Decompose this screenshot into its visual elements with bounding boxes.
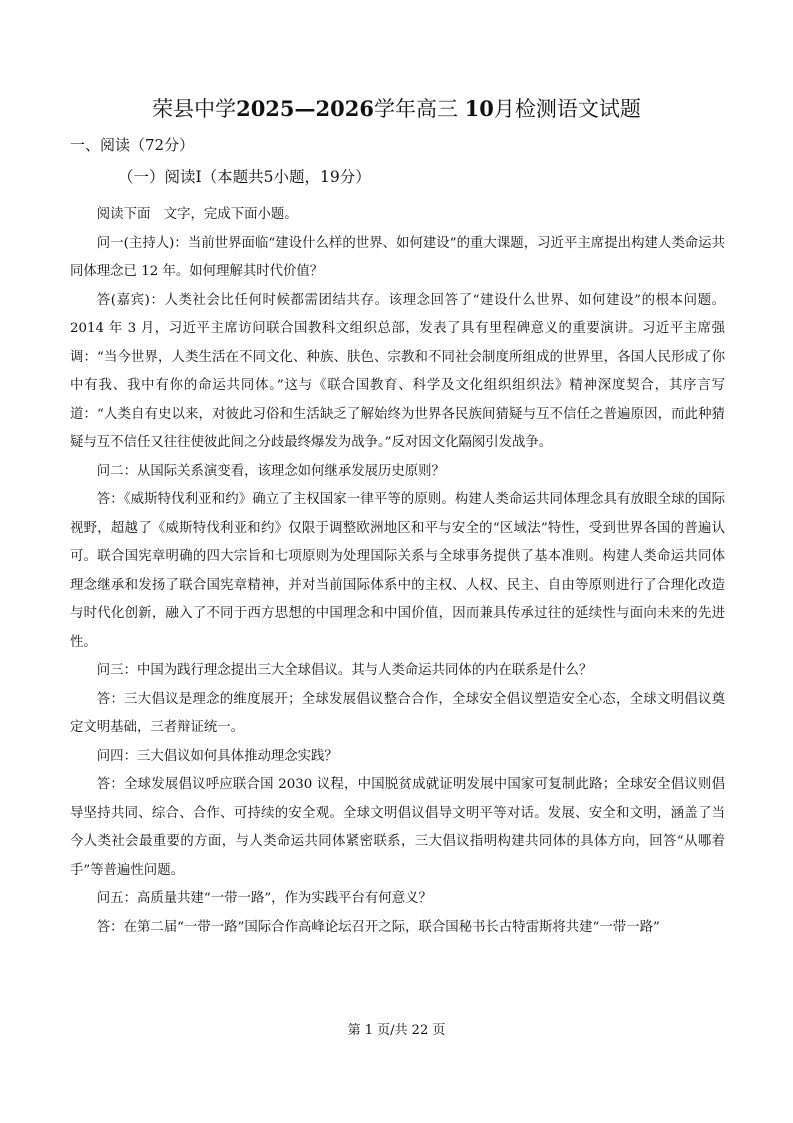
passage-body — [70, 201, 725, 942]
title-school: 荣县中学 — [152, 97, 237, 121]
title-exam: 月检测语文试题 — [493, 97, 641, 121]
instruction-paragraph: 阅读下面 文字，完成下面小题。 — [96, 207, 298, 222]
question-1: 问一(主持人)：当前世界面临“建设什么样的世界、如何建设”的重大课题，习近平主席提出构建人类命运共同体理念已 12 年。如何理解其时代价值？ — [70, 235, 725, 279]
question-5: 问五：高质量共建“一带一路”，作为实践平台有何意义？ — [96, 891, 432, 906]
title-grade: 学年高三 — [373, 97, 458, 121]
answer-4: 答：全球发展倡议呼应联合国 2030 议程，中国脱贫成就证明发展中国家可复制此路；全球安全倡议则倡导坚持共同、综合、合作、可持续的安全观。全球文明倡议倡导文明平等对话。发展、安全和文明，涵盖了当今人类社会最重要的方面，与人类命运共同体紧密联系，三大倡议指明构建共同体的具体方向，回答“从哪着手”等普遍性问题。 — [70, 777, 725, 878]
section-heading-reading: 一、阅读（72分） — [70, 136, 195, 154]
answer-1: 答(嘉宾)：人类社会比任何时候都需团结共存。该理念回答了“建设什么世界、如何建设”的根本问题。2014 年 3 月，习近平主席访问联合国教科文组织总部，发表了具有里程碑意义的重要演讲。习近平主席强调：“当今世界，人类生活在不同文化、种族、肤色、宗教和不同社会制度所组成的世界里，各国人民形成了你中有我、我中有你的命运共同体。”这与《联合国教育、科学及文化组织组织法》精神深度契合，其序言写道：“人类自有史以来，对彼此习俗和生活缺乏了解始终为世界各民族间猜疑与互不信任之普遍原因，而此种猜疑与互不信任又往往使彼此间之分歧最终爆发为战争。”反对因文化隔阂引发战争。 — [70, 292, 725, 450]
title-years: 2025—2026 — [236, 96, 374, 121]
answer-3: 答：三大倡议是理念的维度展开；全球发展倡议整合合作，全球安全倡议塑造安全心态，全球文明倡议奠定文明基础，三者辩证统一。 — [70, 691, 725, 735]
title-month: 10 — [464, 96, 494, 121]
subsection-heading-reading-1: （一）阅读Ⅰ（本题共5小题，19分） — [118, 168, 371, 186]
answer-5: 答：在第二届“一带一路”国际合作高峰论坛召开之际，联合国秘书长古特雷斯将共建“一带一路” — [96, 919, 660, 935]
question-4: 问四：三大倡议如何具体推动理念实践？ — [96, 748, 338, 764]
answer-2: 答：《威斯特伐利亚和约》确立了主权国家一律平等的原则。构建人类命运共同体理念具有放眼全球的国际视野，超越了《威斯特伐利亚和约》仅限于调整欧洲地区和平与安全的“区域法”特性，受到世界各国的普遍认可。联合国宪章明确的四大宗旨和七项原则为处理国际关系与全球事务提供了基本准则。构建人类命运共同体理念继承和发扬了联合国宪章精神，并对当前国际体系中的主权、人权、民主、自由等原则进行了合理化改造与时代化创新，融入了不同于西方思想的中国理念和中国价值，因而兼具传承过往的延续性与面向未来的先进性。 — [70, 492, 725, 650]
page-footer: 第 1 页/共 22 页 — [347, 1023, 446, 1038]
document-title — [0, 94, 793, 124]
question-3: 问三：中国为践行理念提出三大全球倡议。其与人类命运共同体的内在联系是什么？ — [96, 663, 593, 678]
question-2: 问二：从国际关系演变看，该理念如何继承发展历史原则？ — [96, 463, 445, 479]
